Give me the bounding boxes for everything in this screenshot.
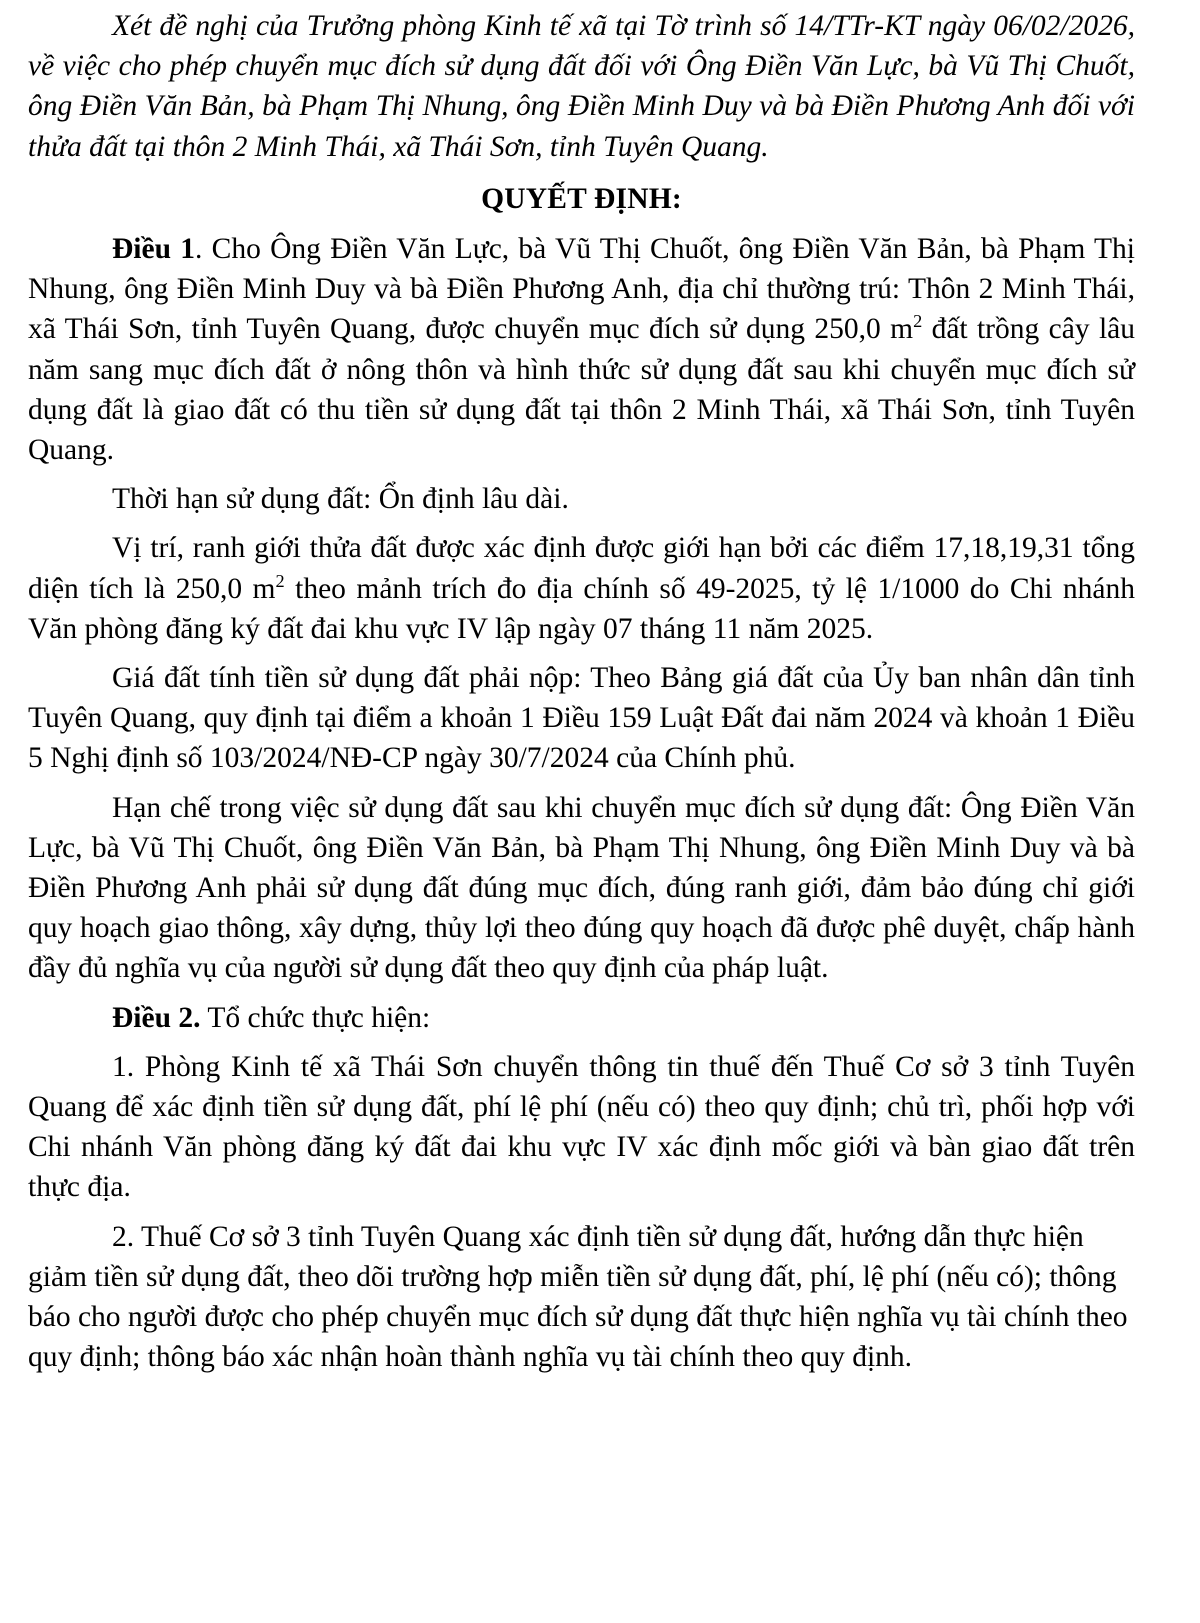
article-1-body-after-sup: đất trồng cây lâu năm sang mục đích đất ở nông thôn và hình thức sử dụng đất sau khi chuyển mục đích sử dụng đất là giao đất có thu tiền sử dụng đất tại thôn 2 Minh Thái, xã Thái Sơn, tỉnh Tuyên Quang.: [28, 313, 1135, 467]
location-area-superscript: 2: [275, 570, 285, 591]
area-unit-superscript: 2: [913, 311, 923, 332]
article-1-label: Điều 1: [112, 233, 196, 266]
parcel-location-paragraph: [28, 528, 1135, 649]
preamble-paragraph: Xét đề nghị của Trưởng phòng Kinh tế xã tại Tờ trình số 14/TTr-KT ngày 06/02/2026, về việc cho phép chuyển mục đích sử dụng đất đối với Ông Điền Văn Lực, bà Vũ Thị Chuốt, ông Điền Văn Bản, bà Phạm Thị Nhung, ông Điền Minh Duy và bà Điền Phương Anh đối với thửa đất tại thôn 2 Minh Thái, xã Thái Sơn, tỉnh Tuyên Quang.: [28, 10, 1135, 163]
article-2-label: Điều 2.: [112, 1001, 201, 1034]
article-2-label-suffix: Tổ chức thực hiện:: [200, 1001, 431, 1034]
article-2-item-1: 1. Phòng Kinh tế xã Thái Sơn chuyển thông tin thuế đến Thuế Cơ sở 3 tỉnh Tuyên Quang để xác định tiền sử dụng đất, phí lệ phí (nếu có) theo quy định; chủ trì, phối hợp với Chi nhánh Văn phòng đăng ký đất đai khu vực IV xác định mốc giới và bàn giao đất trên thực địa.: [28, 1050, 1135, 1204]
land-price-paragraph: Giá đất tính tiền sử dụng đất phải nộp: Theo Bảng giá đất của Ủy ban nhân dân tỉnh Tuyên Quang, quy định tại điểm a khoản 1 Điều 159 Luật Đất đai năm 2024 và khoản 1 Điều 5 Nghị định số 103/2024/NĐ-CP ngày 30/7/2024 của Chính phủ.: [28, 662, 1135, 775]
land-use-duration-paragraph: Thời hạn sử dụng đất: Ổn định lâu dài.: [112, 483, 569, 516]
article-1-body-before-sup: . Cho Ông Điền Văn Lực, bà Vũ Thị Chuốt, ông Điền Văn Bản, bà Phạm Thị Nhung, ông Điền Minh Duy và bà Điền Phương Anh, địa chỉ thường trú: Thôn 2 Minh Thái, xã Thái Sơn, tỉnh Tuyên Quang, được chuyển mục đích sử dụng 250,0 m: [28, 233, 1136, 346]
decision-heading: QUYẾT ĐỊNH:: [481, 182, 682, 215]
parcel-location-part-1: Vị trí, ranh giới thửa đất được xác định được giới hạn bởi các điểm 17,18,19,31 tổng diện tích là 250,0 m: [28, 532, 1135, 605]
article-2-item-2: 2. Thuế Cơ sở 3 tỉnh Tuyên Quang xác định tiền sử dụng đất, hướng dẫn thực hiện giảm tiền sử dụng đất, theo dõi trường hợp miễn tiền sử dụng đất, phí, lệ phí (nếu có); thông báo cho người được cho phép chuyển mục đích sử dụng đất thực hiện nghĩa vụ tài chính theo quy định; thông báo xác nhận hoàn thành nghĩa vụ tài chính theo quy định.: [28, 1220, 1128, 1374]
parcel-location-part-2: theo mảnh trích đo địa chính số 49-2025, tỷ lệ 1/1000 do Chi nhánh Văn phòng đăng ký đất đai khu vực IV lập ngày 07 tháng 11 năm 2025.: [28, 572, 1136, 645]
article-1-paragraph: [28, 229, 1135, 470]
article-2-paragraph: [28, 998, 1135, 1038]
land-use-restrictions-paragraph: Hạn chế trong việc sử dụng đất sau khi chuyển mục đích sử dụng đất: Ông Điền Văn Lực, bà Vũ Thị Chuốt, ông Điền Văn Bản, bà Phạm Thị Nhung, ông Điền Minh Duy và bà Điền Phương Anh phải sử dụng đất đúng mục đích, đúng ranh giới, đảm bảo đúng chỉ giới quy hoạch giao thông, xây dựng, thủy lợi theo đúng quy hoạch đã được phê duyệt, chấp hành đầy đủ nghĩa vụ của người sử dụng đất theo quy định của pháp luật.: [28, 791, 1135, 985]
